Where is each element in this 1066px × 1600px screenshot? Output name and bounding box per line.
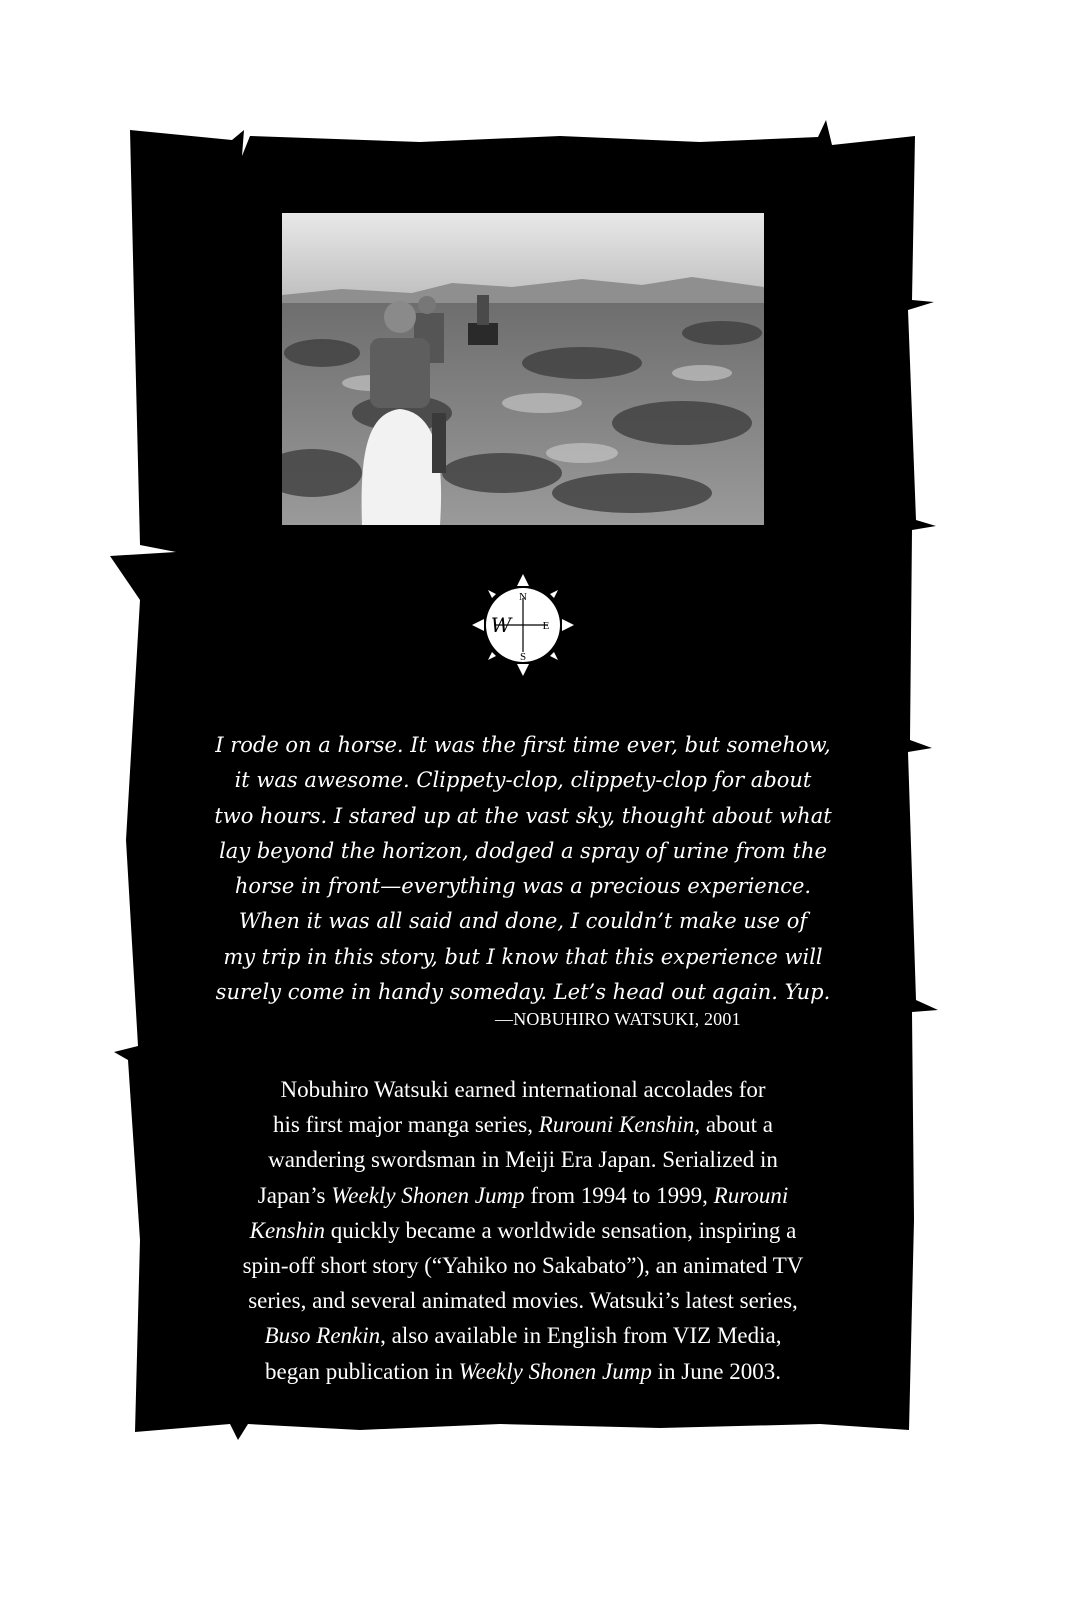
bio-line: began publication in Weekly Shonen Jump in June 2003. (265, 1358, 781, 1384)
quote-attribution: —NOBUHIRO WATSUKI, 2001 (495, 1009, 741, 1029)
bio-line: wandering swordsman in Meiji Era Japan. Serialized in (268, 1147, 778, 1173)
quote-line: my trip in this story, but I know that this experience will (223, 944, 823, 969)
quote-line: horse in front—everything was a precious experience. (234, 874, 812, 899)
compass-north-letter: N (519, 591, 527, 603)
bio-line: Nobuhiro Watsuki earned international accolades for (280, 1077, 766, 1102)
series-title: Kenshin (249, 1217, 325, 1243)
bio-line: series, and several animated movies. Watsuki’s latest series, (248, 1288, 798, 1314)
author-quote (200, 728, 846, 1010)
magazine-title: Weekly Shonen Jump (331, 1182, 525, 1208)
bio-line: spin-off short story (“Yahiko no Sakabato”), an animated TV (242, 1253, 804, 1279)
magazine-title: Weekly Shonen Jump (458, 1358, 652, 1384)
series-title: Buso Renkin (264, 1323, 381, 1349)
quote-line: lay beyond the horizon, dodged a spray of urine from the (219, 838, 827, 863)
quote-line: it was awesome. Clippety-clop, clippety-clop for about (234, 768, 812, 793)
bio-line: Kenshin quickly became a worldwide sensation, inspiring a (249, 1217, 797, 1243)
author-bio (200, 1072, 846, 1389)
compass-south-letter: S (519, 651, 527, 663)
series-title: Rurouni Kenshin (538, 1112, 695, 1138)
bio-line: Japan’s Weekly Shonen Jump from 1994 to 1999, Rurouni (257, 1182, 789, 1208)
quote-line: two hours. I stared up at the vast sky, thought about what (214, 803, 832, 828)
quote-line: When it was all said and done, I couldn’t make use of (238, 909, 808, 934)
compass-west-monogram: W (490, 613, 512, 637)
quote-line: I rode on a horse. It was the first time ever, but somehow, (215, 733, 831, 757)
compass-east-letter: E (542, 620, 550, 632)
quote-line: surely come in handy someday. Let’s head out again. Yup. (215, 980, 831, 1005)
series-title: Rurouni (713, 1182, 789, 1208)
compass-rose-logo-icon (470, 572, 576, 678)
horseback-riders-desert-photo (282, 213, 764, 525)
bio-line: Buso Renkin, also available in English from VIZ Media, (264, 1323, 782, 1349)
bio-line: his first major manga series, Rurouni Kenshin, about a (273, 1112, 773, 1138)
